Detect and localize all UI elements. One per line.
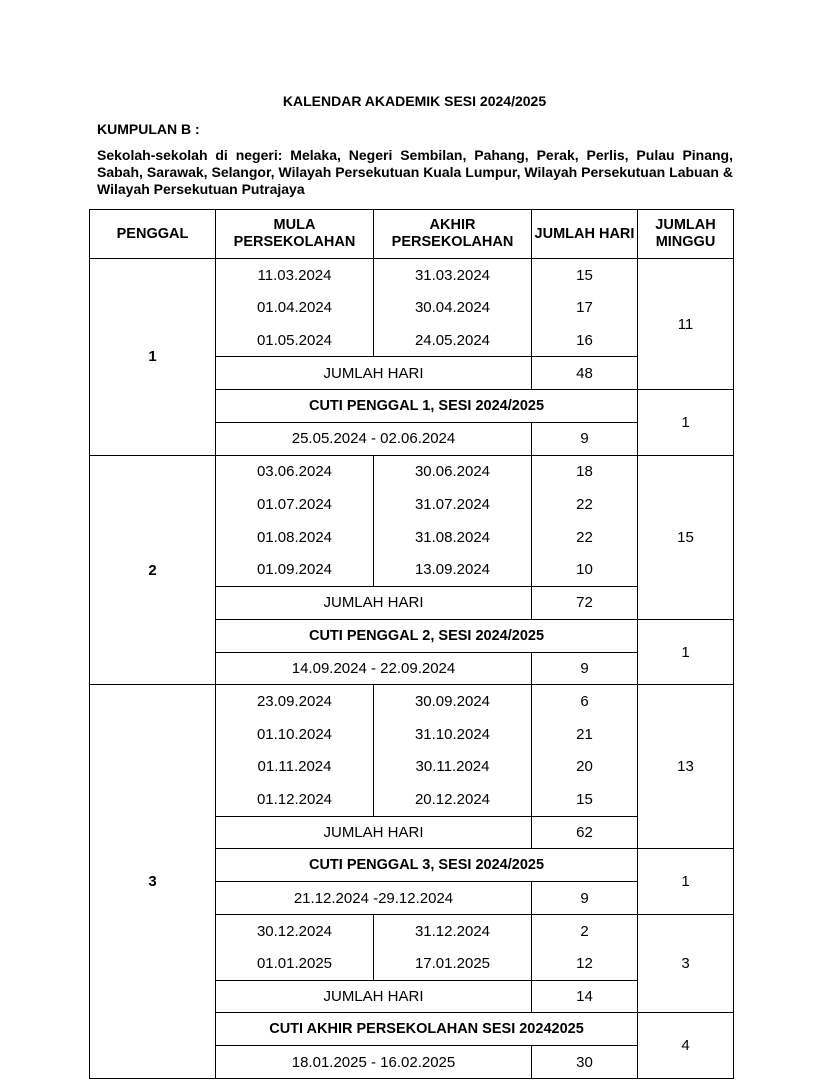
day-count: 6 [532,685,638,718]
final-break-range: 18.01.2025 - 16.02.2025 [216,1046,532,1079]
final-break-weeks: 4 [638,1013,734,1079]
total-days: 48 [532,357,638,390]
week-count: 13 [638,685,734,849]
break-title: CUTI PENGGAL 1, SESI 2024/2025 [216,390,638,423]
end-date: 31.07.2024 [374,488,532,521]
break-days: 9 [532,652,638,685]
break-range: 21.12.2024 -29.12.2024 [216,882,532,915]
end-date: 30.06.2024 [374,455,532,488]
end-date: 30.09.2024 [374,685,532,718]
start-date: 01.07.2024 [216,488,374,521]
week-count: 3 [638,914,734,1012]
week-count: 15 [638,455,734,619]
break-range: 25.05.2024 - 02.06.2024 [216,422,532,455]
header-row [90,210,734,259]
day-count: 2 [532,914,638,947]
term-number: 1 [90,259,216,456]
break-title: CUTI PENGGAL 3, SESI 2024/2025 [216,849,638,882]
end-date: 20.12.2024 [374,783,532,816]
term-number: 2 [90,455,216,685]
header-days: JUMLAH HARI [532,210,638,259]
day-count: 15 [532,259,638,292]
states-description: Sekolah-sekolah di negeri: Melaka, Negeri Sembilan, Pahang, Perak, Perlis, Pulau Pinang, Sabah, Sarawak, Selangor, Wilayah Persekutuan Kuala Lumpur, Wilayah Persekutuan Labuan & Wilayah Persekutuan Putrajaya [97,147,733,197]
break-days: 9 [532,882,638,915]
start-date: 01.01.2025 [216,947,374,980]
start-date: 01.11.2024 [216,750,374,783]
total-days: 14 [532,980,638,1013]
break-title: CUTI PENGGAL 2, SESI 2024/2025 [216,619,638,652]
final-break-days: 30 [532,1046,638,1079]
total-label: JUMLAH HARI [216,586,532,619]
academic-calendar-table [89,209,734,1079]
term-number: 3 [90,685,216,1079]
day-count: 21 [532,718,638,751]
day-count: 12 [532,947,638,980]
end-date: 13.09.2024 [374,554,532,587]
day-count: 22 [532,521,638,554]
start-date: 01.12.2024 [216,783,374,816]
start-date: 23.09.2024 [216,685,374,718]
end-date: 31.10.2024 [374,718,532,751]
end-date: 31.12.2024 [374,914,532,947]
day-count: 18 [532,455,638,488]
end-date: 30.11.2024 [374,750,532,783]
day-count: 20 [532,750,638,783]
week-count: 11 [638,259,734,390]
day-count: 17 [532,291,638,324]
break-weeks: 1 [638,390,734,456]
total-label: JUMLAH HARI [216,357,532,390]
group-label: KUMPULAN B : [97,121,200,137]
start-date: 01.09.2024 [216,554,374,587]
start-date: 01.05.2024 [216,324,374,357]
day-count: 15 [532,783,638,816]
end-date: 30.04.2024 [374,291,532,324]
day-count: 16 [532,324,638,357]
start-date: 11.03.2024 [216,259,374,292]
end-date: 31.03.2024 [374,259,532,292]
total-days: 72 [532,586,638,619]
total-label: JUMLAH HARI [216,980,532,1013]
start-date: 01.10.2024 [216,718,374,751]
day-count: 22 [532,488,638,521]
break-weeks: 1 [638,619,734,685]
table-row [90,455,734,488]
break-weeks: 1 [638,849,734,915]
header-start: MULA PERSEKOLAHAN [216,210,374,259]
start-date: 03.06.2024 [216,455,374,488]
start-date: 30.12.2024 [216,914,374,947]
end-date: 24.05.2024 [374,324,532,357]
table-row [90,685,734,718]
header-end: AKHIR PERSEKOLAHAN [374,210,532,259]
header-weeks: JUMLAH MINGGU [638,210,734,259]
day-count: 10 [532,554,638,587]
start-date: 01.04.2024 [216,291,374,324]
start-date: 01.08.2024 [216,521,374,554]
total-label: JUMLAH HARI [216,816,532,849]
total-days: 62 [532,816,638,849]
page-title: KALENDAR AKADEMIK SESI 2024/2025 [282,93,547,109]
end-date: 31.08.2024 [374,521,532,554]
header-term: PENGGAL [90,210,216,259]
table-row [90,259,734,292]
break-range: 14.09.2024 - 22.09.2024 [216,652,532,685]
final-break-title: CUTI AKHIR PERSEKOLAHAN SESI 20242025 [216,1013,638,1046]
end-date: 17.01.2025 [374,947,532,980]
break-days: 9 [532,422,638,455]
